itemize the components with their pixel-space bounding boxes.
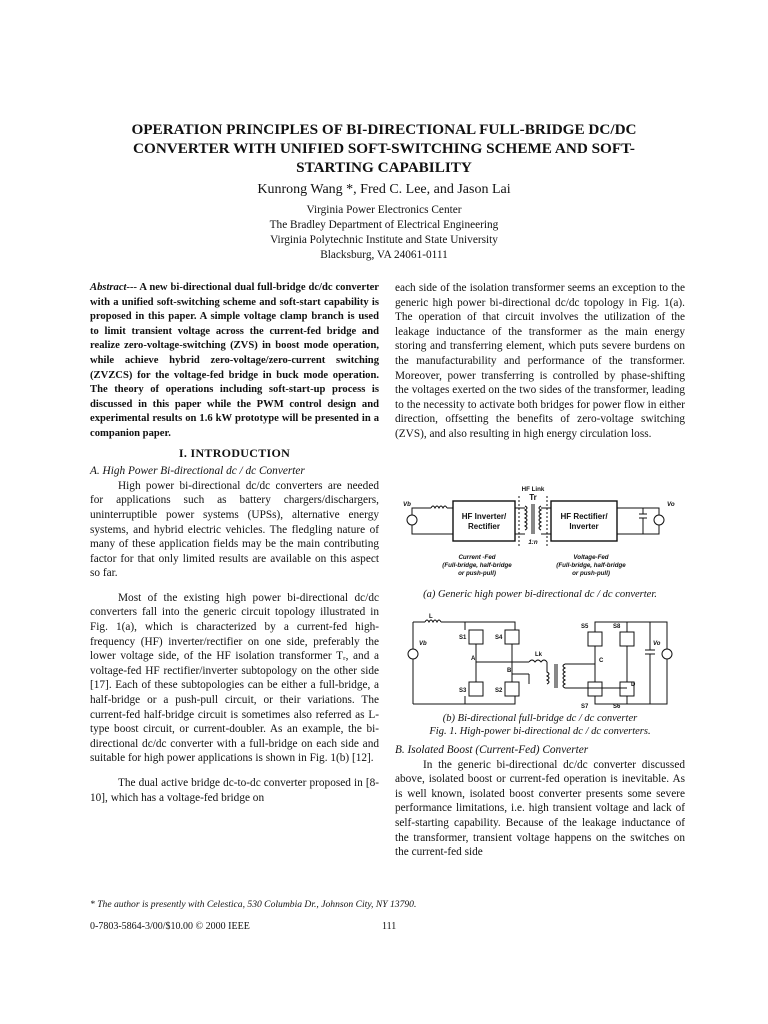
- vb-label: Vb: [403, 501, 411, 508]
- box-left-line: Rectifier: [467, 522, 501, 531]
- inductor-l-label: L: [429, 614, 433, 620]
- note-right-line: Voltage-Fed: [573, 554, 609, 561]
- title-line: STARTING CAPABILITY: [296, 159, 472, 176]
- title-line: CONVERTER WITH UNIFIED SOFT-SWITCHING SCHEME AND SOFT-: [133, 140, 635, 157]
- transformer-secondary: [539, 506, 541, 530]
- switch-s2: [505, 682, 519, 696]
- vo-source-symbol: [654, 515, 664, 525]
- transformer-primary: [525, 506, 527, 530]
- node-label: A: [471, 656, 476, 662]
- wire: [515, 508, 525, 534]
- left-column: [90, 281, 379, 805]
- transformer-primary: [529, 662, 549, 684]
- switch-s3: [469, 682, 483, 696]
- switch-label: S7: [581, 704, 589, 710]
- lk-label: Lk: [535, 652, 543, 658]
- node-label: C: [599, 658, 604, 664]
- note-left-line: Current -Fed: [458, 554, 496, 561]
- paragraph: In the generic bi-directional dc/dc converter discussed above, isolated boost or current-fed operation is inevitable. As is well known, isolated boost converter presents some severe performance limitations, i.e. high transient voltage and lack of self-starting capability. Because of the leakage inductance of the transformer, transient voltage happens on the switches on the current-fed side: [395, 758, 685, 859]
- switch-s4: [505, 630, 519, 644]
- vb-source-symbol: [408, 649, 418, 659]
- subsection-heading-b: B. Isolated Boost (Current-Fed) Converter: [395, 744, 589, 756]
- affiliation-line: The Bradley Department of Electrical Engineering: [269, 219, 499, 231]
- vb-source-symbol: [407, 515, 417, 525]
- transformer-secondary: [563, 664, 565, 688]
- copyright-line: 0-7803-5864-3/00/$10.00 © 2000 IEEE: [90, 921, 250, 932]
- wire: [617, 508, 659, 534]
- affiliation: [120, 203, 648, 263]
- wire: [595, 646, 627, 682]
- switch-s5: [588, 632, 602, 646]
- figure-1-caption: Fig. 1. High-power bi-directional dc / dc converters.: [429, 726, 651, 737]
- wire: [412, 508, 431, 515]
- note-right-line: (Full-bridge, half-bridge: [556, 562, 626, 569]
- wire: [595, 622, 667, 704]
- vo-label: Vo: [653, 641, 661, 647]
- box-right-line: Inverter: [569, 522, 599, 531]
- switch-label: S4: [495, 635, 503, 641]
- tr-label: Tr: [529, 493, 537, 502]
- ratio-label: 1:n: [528, 539, 538, 546]
- authors: Kunrong Wang *, Fred C. Lee, and Jason Lai: [257, 182, 511, 197]
- switch-s7: [588, 682, 602, 696]
- wire: [476, 662, 529, 674]
- vb-label: Vb: [419, 641, 427, 647]
- paper-title: [90, 120, 678, 177]
- paragraph: Most of the existing high power bi-directional dc/dc converters fall into the generic circuit topology illustrated in Fig. 1(a), which is characterized by a current-fed high-frequency (HF) inverter/rectifier on one side, preferably the lower voltage side, of the HF isolation transformer Tᵣ, and a voltage-fed HF rectifier/inverter subtopology on the other side [17]. Each of these subtopologies can be either a full-bridge, a half-bridge or a push-pull circuit, or their variations. The current-fed half-bridge circuit is sometimes also referred as L-type boost circuit, or current-doubler. As an example, the bi-directional dc/dc converter with a full-bridge on each side and suitable for high power applications is shown in Fig. 1(b) [12].: [90, 591, 379, 765]
- right-column: [395, 281, 685, 442]
- right-column-lower: [395, 743, 685, 860]
- abstract-text: A new bi-directional dual full-bridge dc/dc converter with a unified soft-switching scheme and soft-start capability is proposed in this paper. A simple voltage clamp branch is used to limit transient voltage across the current-fed bridge and realize zero-voltage-switching (ZVS) in boost mode operation, while achieve hybrid zero-voltage/zero-current switching (ZVZCS) for the voltage-fed bridge in buck mode operation. The theory of operations including soft-start-up process is discussed in this paper while the PWM control design and experimental results on 1.6 kW prototype will be presented in a companion paper.: [90, 282, 379, 439]
- capacitor-symbol: [645, 622, 655, 704]
- figure-1b-caption: (b) Bi-directional full-bridge dc / dc converter: [442, 713, 638, 724]
- inductor-l: [425, 620, 441, 622]
- inductor-symbol: [431, 506, 447, 508]
- subsection-heading-a: A. High Power Bi-directional dc / dc Converter: [90, 465, 305, 478]
- switch-label: S5: [581, 624, 589, 630]
- hf-inverter-box: [453, 501, 515, 541]
- hf-rectifier-box: [551, 501, 617, 541]
- wire: [412, 525, 453, 534]
- leakage-inductor: [529, 660, 547, 662]
- paragraph: High power bi-directional dc/dc converters are needed for applications such as battery chargers/dischargers, uninterruptible power systems (UPSs), alternative energy systems, and hybrid electric vehicles. The fledgling nature of many of these application fields may be the main contributing factor for that only limited results are available on this aspect so far.: [90, 479, 379, 580]
- hf-link-label: HF Link: [521, 486, 545, 493]
- affiliation-line: Virginia Polytechnic Institute and State University: [270, 234, 498, 246]
- switch-label: S8: [613, 624, 621, 630]
- title-line: OPERATION PRINCIPLES OF BI-DIRECTIONAL FULL-BRIDGE DC/DC: [131, 121, 637, 138]
- affiliation-line: Blacksburg, VA 24061-0111: [320, 249, 448, 261]
- switch-label: S1: [459, 635, 467, 641]
- node-label: D: [631, 682, 636, 688]
- section-heading-introduction: I. INTRODUCTION: [178, 445, 291, 460]
- transformer-core: [532, 504, 534, 534]
- switch-label: S3: [459, 688, 467, 694]
- switch-label: S6: [613, 704, 621, 710]
- author-footnote: * The author is presently with Celestica, 530 Columbia Dr., Johnson City, NY 13790.: [90, 899, 417, 910]
- switch-label: S2: [495, 688, 503, 694]
- wire: [476, 644, 512, 682]
- node-label: B: [507, 668, 512, 674]
- figure-1b-circuit-diagram: [395, 612, 685, 712]
- vo-label: Vo: [667, 501, 675, 508]
- note-left-line: (Full-bridge, half-bridge: [442, 562, 512, 569]
- switch-s8: [620, 632, 634, 646]
- abstract: [90, 281, 379, 442]
- page-number: 111: [382, 921, 397, 932]
- wire: [565, 664, 627, 688]
- note-left-line: or push-pull): [458, 570, 496, 577]
- box-right-line: HF Rectifier/: [560, 512, 608, 521]
- box-left-line: HF Inverter/: [461, 512, 507, 521]
- paragraph: The dual active bridge dc-to-dc converter proposed in [8-10], which has a voltage-fed bridge on: [90, 777, 379, 804]
- figure-1a-caption: (a) Generic high power bi-directional dc / dc converter.: [423, 589, 657, 600]
- capacitor-symbol: [639, 508, 647, 534]
- transformer-core: [555, 664, 557, 688]
- wire: [541, 508, 551, 534]
- note-right-line: or push-pull): [572, 570, 610, 577]
- paragraph: each side of the isolation transformer seems an exception to the generic high power bi-directional dc/dc topology in Fig. 1(a). The operation of that circuit involves the utilization of the leakage inductance of the transformer as the main energy storing and transferring element, which puts severe burdens on the manufacturability and performance of the transformer. Moreover, power transferring is controlled by phase-shifting the voltages exerted on the two sides of the transformer, leading to the necessity to activate both bridges for power flow in either direction, offsetting the benefits of zero-voltage switching (ZVS), and also resulting in high energy circulation loss.: [395, 282, 685, 440]
- abstract-lead: Abstract---: [90, 282, 138, 293]
- affiliation-line: Virginia Power Electronics Center: [306, 204, 462, 216]
- switch-s1: [469, 630, 483, 644]
- vo-source-symbol: [662, 649, 672, 659]
